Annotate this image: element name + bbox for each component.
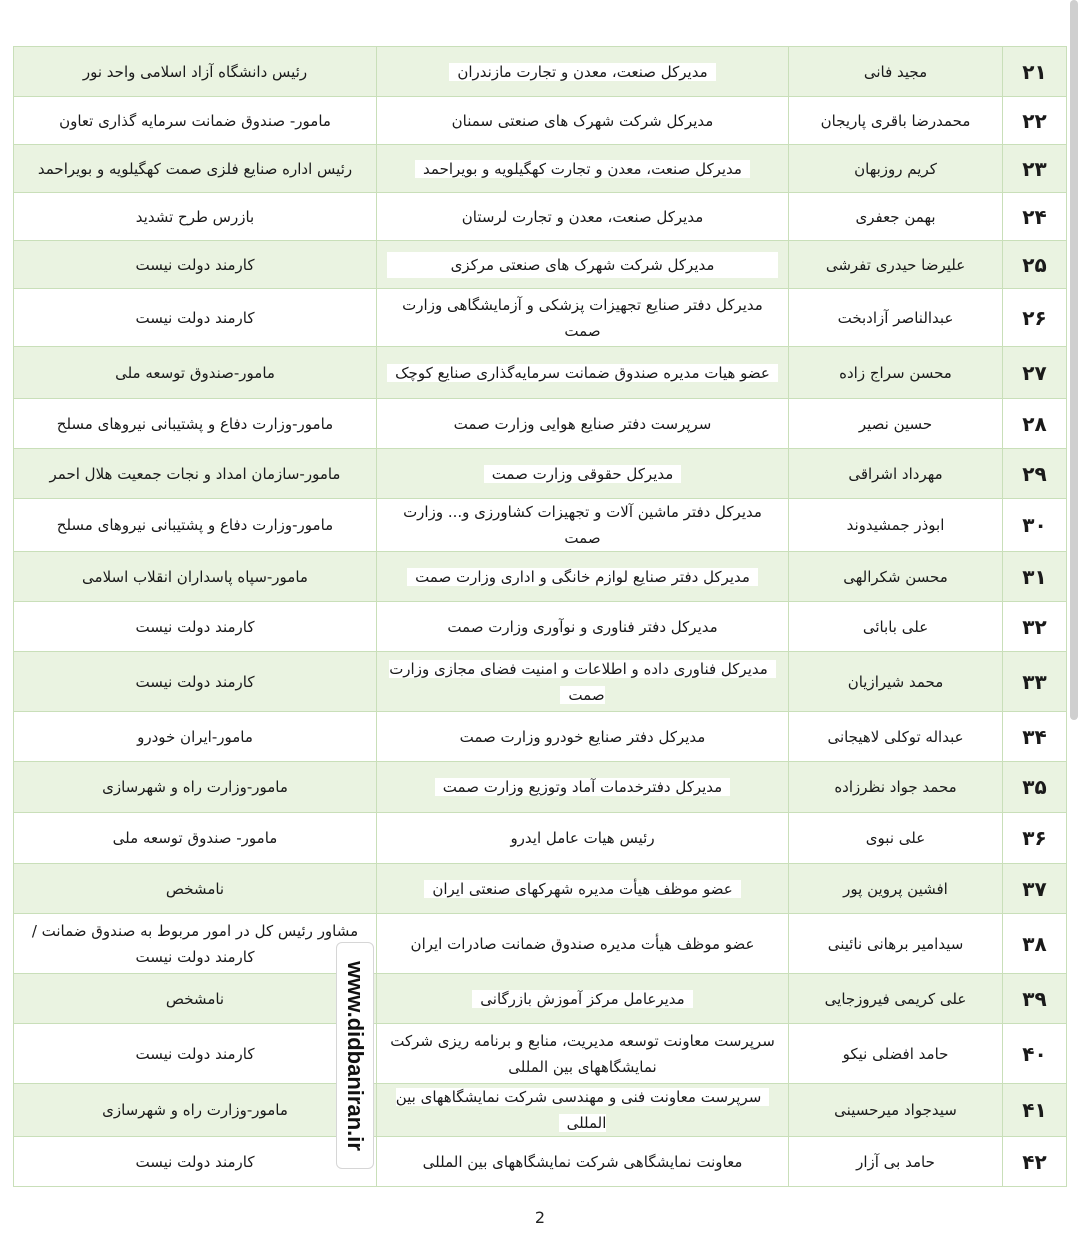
employment-status-cell (14, 552, 377, 602)
job-title-cell (377, 193, 789, 241)
row-number-cell (1003, 193, 1067, 241)
job-title: مدیرکل دفتر صنایع لوازم خانگی و اداری وزارت صمت (407, 568, 758, 586)
row-number: ۳۲ (1022, 614, 1047, 639)
employment-status: مامور-سازمان امداد و نجات جمعیت هلال احمر (49, 464, 341, 483)
employment-status-cell (14, 193, 377, 241)
person-name-cell (789, 241, 1003, 289)
row-number-cell (1003, 47, 1067, 97)
employment-status-cell (14, 974, 377, 1024)
row-number: ۲۷ (1022, 360, 1047, 385)
person-name: علی کریمی فیروزجایی (824, 989, 967, 1008)
row-number: ۲۹ (1022, 461, 1047, 486)
job-title-cell (377, 47, 789, 97)
job-title-cell (377, 712, 789, 762)
table-row (14, 47, 1067, 97)
job-title-cell (377, 1024, 789, 1084)
row-number: ۴۱ (1022, 1098, 1047, 1122)
employment-status-cell (14, 864, 377, 914)
row-number: ۳۷ (1022, 876, 1047, 901)
row-number-cell (1003, 499, 1067, 552)
person-name-cell (789, 47, 1003, 97)
table-row (14, 289, 1067, 347)
employment-status-cell (14, 499, 377, 552)
job-title-cell (377, 499, 789, 552)
job-title: عضو موظف هیأت مدیره صندوق ضمانت صادرات ایران (410, 934, 755, 953)
employment-status: کارمند دولت نیست (135, 1152, 255, 1171)
job-title: مدیرکل صنعت، معدن و تجارت مازندران (449, 63, 715, 81)
employment-status: رئیس اداره صنایع فلزی صمت کهگیلویه و بویراحمد (37, 159, 353, 178)
row-number-cell (1003, 762, 1067, 813)
table-row (14, 864, 1067, 914)
employment-status-cell (14, 1084, 377, 1137)
job-title-cell (377, 974, 789, 1024)
job-title: مدیرکل فناوری داده و اطلاعات و امنیت فضای مجازی وزارت صمت (389, 660, 776, 704)
employment-status-cell (14, 145, 377, 193)
job-title-cell (377, 602, 789, 652)
employment-status-cell (14, 602, 377, 652)
table-row (14, 602, 1067, 652)
job-title: مدیرکل شرکت شهرک های صنعتی مرکزی (387, 252, 778, 278)
watermark-badge (336, 942, 374, 1169)
employment-status-cell (14, 289, 377, 347)
employment-status: مامور-وزارت راه و شهرسازی (102, 1101, 288, 1119)
employment-status-cell (14, 241, 377, 289)
person-name-cell (789, 813, 1003, 864)
row-number-cell (1003, 602, 1067, 652)
job-title-cell (377, 813, 789, 864)
person-name: مهرداد اشراقی (848, 464, 943, 483)
table-row (14, 974, 1067, 1024)
table-row (14, 193, 1067, 241)
row-number: ۳۶ (1022, 826, 1047, 850)
person-name-cell (789, 193, 1003, 241)
employment-status-cell (14, 97, 377, 145)
employment-status-cell (14, 712, 377, 762)
employment-status-cell (14, 652, 377, 712)
row-number: ۳۵ (1022, 775, 1047, 799)
job-title-cell (377, 914, 789, 974)
row-number: ۳۴ (1022, 724, 1047, 749)
person-name-cell (789, 864, 1003, 914)
employment-status: کارمند دولت نیست (135, 672, 255, 691)
employment-status: مامور-وزارت دفاع و پشتیبانی نیروهای مسلح (56, 414, 334, 433)
employment-status-cell (14, 1024, 377, 1084)
person-name: سیدجواد میرحسینی (834, 1101, 957, 1119)
employment-status-cell (14, 449, 377, 499)
row-number-cell (1003, 974, 1067, 1024)
job-title: سرپرست معاونت فنی و مهندسی شرکت نمایشگاههای بین المللی (396, 1088, 770, 1132)
person-name: مجید فانی (863, 62, 928, 81)
person-name: حسین نصیر (858, 414, 933, 433)
row-number: ۲۲ (1022, 108, 1047, 133)
employment-status: کارمند دولت نیست (135, 308, 255, 327)
employment-status-cell (14, 914, 377, 974)
row-number: ۳۱ (1022, 564, 1047, 589)
table-row (14, 1137, 1067, 1187)
employment-status: مامور-وزارت دفاع و پشتیبانی نیروهای مسلح (56, 516, 334, 534)
row-number-cell (1003, 864, 1067, 914)
employment-status: کارمند دولت نیست (135, 1044, 255, 1063)
job-title: مدیرعامل مرکز آموزش بازرگانی (472, 990, 692, 1008)
person-name-cell (789, 347, 1003, 399)
row-number: ۲۱ (1022, 59, 1047, 84)
employment-status-cell (14, 813, 377, 864)
job-title: معاونت نمایشگاهی شرکت نمایشگاههای بین المللی (422, 1152, 743, 1171)
table-row (14, 145, 1067, 193)
row-number-cell (1003, 712, 1067, 762)
job-title: مدیرکل دفتر صنایع خودرو وزارت صمت (459, 727, 706, 746)
person-name-cell (789, 974, 1003, 1024)
scrollbar[interactable] (1070, 0, 1078, 720)
row-number-cell (1003, 145, 1067, 193)
job-title: عضو موظف هیأت مدیره شهرکهای صنعتی ایران (424, 880, 740, 898)
row-number-cell (1003, 1084, 1067, 1137)
employment-status: مامور-صندوق توسعه ملی (115, 363, 275, 382)
row-number-cell (1003, 97, 1067, 145)
job-title: مدیرکل صنعت، معدن و تجارت کهگیلویه و بویراحمد (415, 160, 750, 178)
job-title-cell (377, 1084, 789, 1137)
person-name: محمد شیرازیان (847, 672, 944, 691)
person-name: محمدرضا باقری پاریجان (820, 111, 971, 130)
row-number: ۴۰ (1022, 1041, 1047, 1066)
table-row (14, 712, 1067, 762)
table-row (14, 914, 1067, 974)
row-number-cell (1003, 449, 1067, 499)
job-title-cell (377, 449, 789, 499)
row-number-cell (1003, 1137, 1067, 1187)
table-row (14, 813, 1067, 864)
person-name-cell (789, 1137, 1003, 1187)
table-row (14, 552, 1067, 602)
row-number-cell (1003, 652, 1067, 712)
employment-status-cell (14, 47, 377, 97)
row-number: ۲۴ (1022, 204, 1047, 229)
job-title: سرپرست معاونت توسعه مدیریت، منابع و برنامه ریزی شرکت نمایشگاههای بین المللی (390, 1031, 775, 1076)
person-name-cell (789, 712, 1003, 762)
person-name-cell (789, 652, 1003, 712)
employment-status: مامور-وزارت راه و شهرسازی (102, 778, 288, 796)
job-title-cell (377, 864, 789, 914)
job-title: رئیس هیات عامل ایدرو (510, 829, 655, 847)
row-number: ۳۸ (1022, 931, 1047, 956)
person-name: علی نبوی (865, 829, 926, 847)
person-name: محمد جواد نظرزاده (834, 778, 957, 796)
person-name: عبدالناصر آزادبخت (837, 308, 954, 327)
row-number: ۳۰ (1022, 513, 1047, 537)
page-number: 2 (534, 1208, 546, 1227)
watermark-text: www.didbaniran.ir (343, 960, 368, 1151)
person-name: علی بابائی (862, 617, 929, 636)
job-title: مدیرکل شرکت شهرک های صنعتی سمنان (451, 111, 714, 130)
employment-status-cell (14, 762, 377, 813)
row-number-cell (1003, 289, 1067, 347)
employment-status: رئیس دانشگاه آزاد اسلامی واحد نور (82, 62, 308, 81)
row-number-cell (1003, 552, 1067, 602)
table-row (14, 241, 1067, 289)
employment-status: مامور-ایران خودرو (137, 727, 253, 746)
person-name-cell (789, 289, 1003, 347)
job-title: مدیرکل حقوقی وزارت صمت (484, 465, 682, 483)
row-number: ۲۵ (1022, 252, 1047, 277)
table-body (14, 47, 1067, 1187)
job-title-cell (377, 652, 789, 712)
row-number: ۲۸ (1022, 411, 1047, 436)
person-name-cell (789, 145, 1003, 193)
employment-status-cell (14, 399, 377, 449)
job-title-cell (377, 762, 789, 813)
job-title-cell (377, 347, 789, 399)
job-title-cell (377, 241, 789, 289)
person-name: افشین پروین پور (843, 879, 948, 898)
employment-status: مامور- صندوق توسعه ملی (112, 829, 278, 847)
job-title-cell (377, 145, 789, 193)
job-title: سرپرست دفتر صنایع هوایی وزارت صمت (453, 414, 712, 433)
employment-status: نامشخص (165, 879, 225, 898)
person-name: بهمن جعفری (855, 207, 936, 226)
employment-status: مامور-سپاه پاسداران انقلاب اسلامی (82, 567, 308, 586)
row-number-cell (1003, 241, 1067, 289)
person-name: عبداله توکلی لاهیجانی (827, 727, 964, 746)
job-title-cell (377, 1137, 789, 1187)
table-row (14, 449, 1067, 499)
person-name: حامد بی آزار (856, 1152, 935, 1171)
job-title-cell (377, 97, 789, 145)
row-number: ۲۶ (1022, 305, 1047, 330)
employment-status: کارمند دولت نیست (135, 255, 255, 274)
person-name: علیرضا حیدری تفرشی (825, 255, 966, 274)
person-name: کریم روزبهان (854, 159, 937, 178)
job-title: مدیرکل دفتر صنایع تجهیزات پزشکی و آزمایشگاهی وزارت صمت (402, 295, 763, 340)
person-name: حامد افضلی نیکو (842, 1044, 949, 1063)
employment-status-cell (14, 347, 377, 399)
person-name-cell (789, 499, 1003, 552)
table-row (14, 347, 1067, 399)
row-number-cell (1003, 1024, 1067, 1084)
table-row (14, 652, 1067, 712)
job-title-cell (377, 399, 789, 449)
table-row (14, 399, 1067, 449)
officials-table (13, 46, 1067, 1187)
table-row (14, 499, 1067, 552)
row-number-cell (1003, 399, 1067, 449)
row-number: ۲۳ (1022, 156, 1047, 181)
employment-status: کارمند دولت نیست (135, 617, 255, 636)
person-name-cell (789, 1084, 1003, 1137)
row-number: ۳۳ (1022, 669, 1047, 694)
row-number-cell (1003, 347, 1067, 399)
job-title: مدیرکل دفترخدمات آماد وتوزیع وزارت صمت (435, 778, 730, 796)
person-name: محسن سراج زاده (839, 363, 952, 382)
employment-status: مامور- صندوق ضمانت سرمایه گذاری تعاون (59, 111, 331, 130)
person-name-cell (789, 914, 1003, 974)
employment-status: بازرس طرح تشدید (135, 207, 255, 226)
row-number-cell (1003, 914, 1067, 974)
row-number: ۳۹ (1022, 986, 1047, 1011)
job-title: مدیرکل دفتر فناوری و نوآوری وزارت صمت (447, 617, 718, 636)
row-number-cell (1003, 813, 1067, 864)
table-row (14, 762, 1067, 813)
employment-status: مشاور رئیس کل در امور مربوط به صندوق ضمانت / کارمند دولت نیست (31, 921, 359, 966)
row-number: ۴۲ (1022, 1149, 1047, 1174)
person-name: محسن شکرالهی (843, 567, 948, 586)
person-name-cell (789, 449, 1003, 499)
job-title: عضو هیات مدیره صندوق ضمانت سرمایه‌گذاری صنایع کوچک (387, 364, 778, 382)
person-name-cell (789, 97, 1003, 145)
person-name: سیدامیر برهانی نائینی (827, 934, 964, 953)
table-row (14, 1024, 1067, 1084)
table-row (14, 1084, 1067, 1137)
person-name-cell (789, 762, 1003, 813)
person-name-cell (789, 552, 1003, 602)
employment-status-cell (14, 1137, 377, 1187)
person-name-cell (789, 602, 1003, 652)
person-name-cell (789, 1024, 1003, 1084)
person-name: ابوذر جمشیدوند (846, 516, 945, 534)
job-title-cell (377, 289, 789, 347)
person-name-cell (789, 399, 1003, 449)
job-title: مدیرکل صنعت، معدن و تجارت لرستان (461, 207, 704, 226)
employment-status: نامشخص (165, 989, 225, 1008)
job-title: مدیرکل دفتر ماشین آلات و تجهیزات کشاورزی و... وزارت صمت (403, 503, 762, 547)
job-title-cell (377, 552, 789, 602)
table-row (14, 97, 1067, 145)
